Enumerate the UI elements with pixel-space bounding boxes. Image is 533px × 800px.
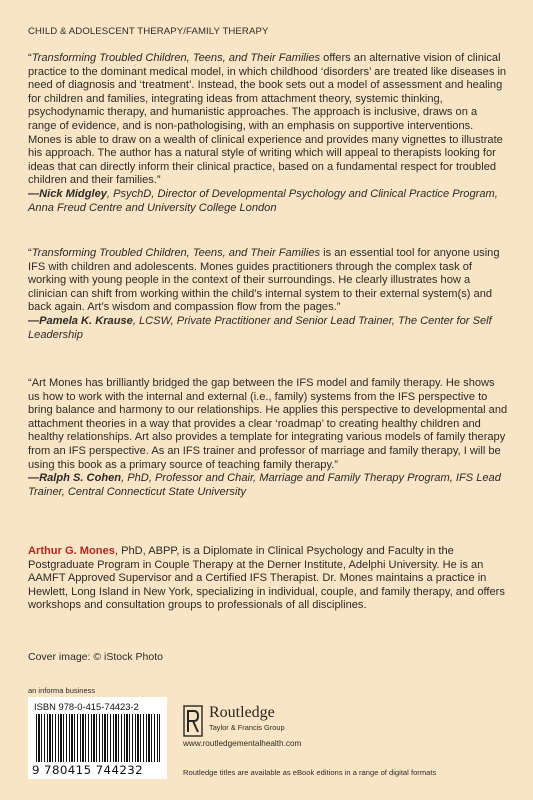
quote-attribution [28, 315, 508, 342]
review-quote-1 [28, 52, 508, 215]
informa-label: an informa business [28, 686, 96, 695]
cover-image-credit: Cover image: © iStock Photo [28, 651, 163, 663]
quote-text [28, 52, 508, 188]
quote-credentials: , PhD, Professor and Chair, Marriage and Family Therapy Program, IFS Lead Trainer, Central Connecticut State University [28, 472, 501, 498]
publisher-url[interactable]: www.routledgementalhealth.com [183, 739, 302, 748]
quote-credentials: , PsychD, Director of Developmental Psychology and Clinical Practice Program, Anna Freud Centre and University College London [28, 187, 498, 214]
quote-author: —Nick Midgley [28, 187, 107, 200]
quote-author: —Pamela K. Krause [28, 314, 133, 327]
quote-body: Art Mones has brilliantly bridged the gap between the IFS model and family therapy. He shows us how to work with the internal and external (i.e., family) systems from the IFS perspective to bring balance and harmony to our relationships. He applies this perspective to developmental and attachment theories in a way that provides a clear ‘roadmap’ to creating healthy children and healthy relationships. Art also provides a template for integrating various models of family therapy from an IFS perspective. As an IFS trainer and professor of marriage and family therapy, I will be using this book as a primary source of teaching family therapy.” [28, 377, 508, 471]
isbn-barcode [28, 697, 167, 779]
ebook-availability-note: Routledge titles are available as eBook editions in a range of digital formats [183, 768, 437, 777]
author-bio [28, 545, 512, 613]
author-name: Arthur G. Mones [28, 545, 115, 557]
quote-author: —Ralph S. Cohen [28, 472, 122, 485]
author-bio-text: , PhD, ABPP, is a Diplomate in Clinical Psychology and Faculty in the Postgraduate Program in Couple Therapy at the Derner Institute, Adelphi University. He is an AAMFT Approved Supervisor and a Certified IFS Therapist. Dr. Mones maintains a practice in Hewlett, Long Island in New York, specializing in individual, couple, and family therapy, and offers workshops and consultation groups to professionals of all disciplines. [28, 545, 505, 612]
isbn-number: ISBN 978-0-415-74423-2 [34, 701, 139, 712]
quote-text [28, 247, 508, 315]
barcode-digits: 9 780415 744232 [32, 763, 144, 777]
book-title: Transforming Troubled Children, Teens, and Their Families [31, 52, 321, 64]
quote-attribution [28, 472, 508, 499]
barcode-bars [36, 714, 160, 762]
open-quote: “ [28, 247, 32, 259]
publisher-name: Routledge [209, 704, 275, 721]
quote-text [28, 377, 508, 472]
quote-credentials: , LCSW, Private Practitioner and Senior Lead Trainer, The Center for Self Leadership [28, 314, 492, 341]
quote-body: offers an alternative vision of clinical practice to the dominant medical model, in which childhood ‘disorders’ are treated like diseases in need of diagnosis and ‘treatment’. Instead, the book sets out a model of assessment and healing for children and families, integrating ideas from attachment theory, systemic thinking, psychodynamic therapy, and humanistic approaches. The approach is inclusive, draws on a range of evidence, and is non-pathologising, with an emphasis on supportive interventions. Mones is able to draw on a wealth of clinical experience and provides many vignettes to illustrate his approach. The author has a natural style of writing which will appeal to therapists looking for ideas that can directly inform their clinical practice, based on a fundamental respect for troubled children and their families.” [28, 52, 507, 187]
book-title: Transforming Troubled Children, Teens, and Their Families [31, 247, 321, 259]
quote-attribution [28, 188, 508, 215]
review-quote-3 [28, 377, 508, 499]
review-quote-2 [28, 247, 508, 342]
quote-body: is an essential tool for anyone using IFS with children and adolescents. Mones guides practitioners through the complex task of working with young people in the context of their surroundings. He clearly illustrates how a clinician can shift from working within the child’s internal system to their external system(s) and back again. Art’s wisdom and compassion flow from the pages.” [28, 247, 500, 314]
open-quote: “ [28, 377, 32, 389]
open-quote: “ [28, 52, 32, 64]
category-label: CHILD & ADOLESCENT THERAPY/FAMILY THERAPY [28, 26, 269, 37]
publisher-group: Taylor & Francis Group [209, 723, 285, 732]
routledge-logo-icon [183, 705, 203, 737]
